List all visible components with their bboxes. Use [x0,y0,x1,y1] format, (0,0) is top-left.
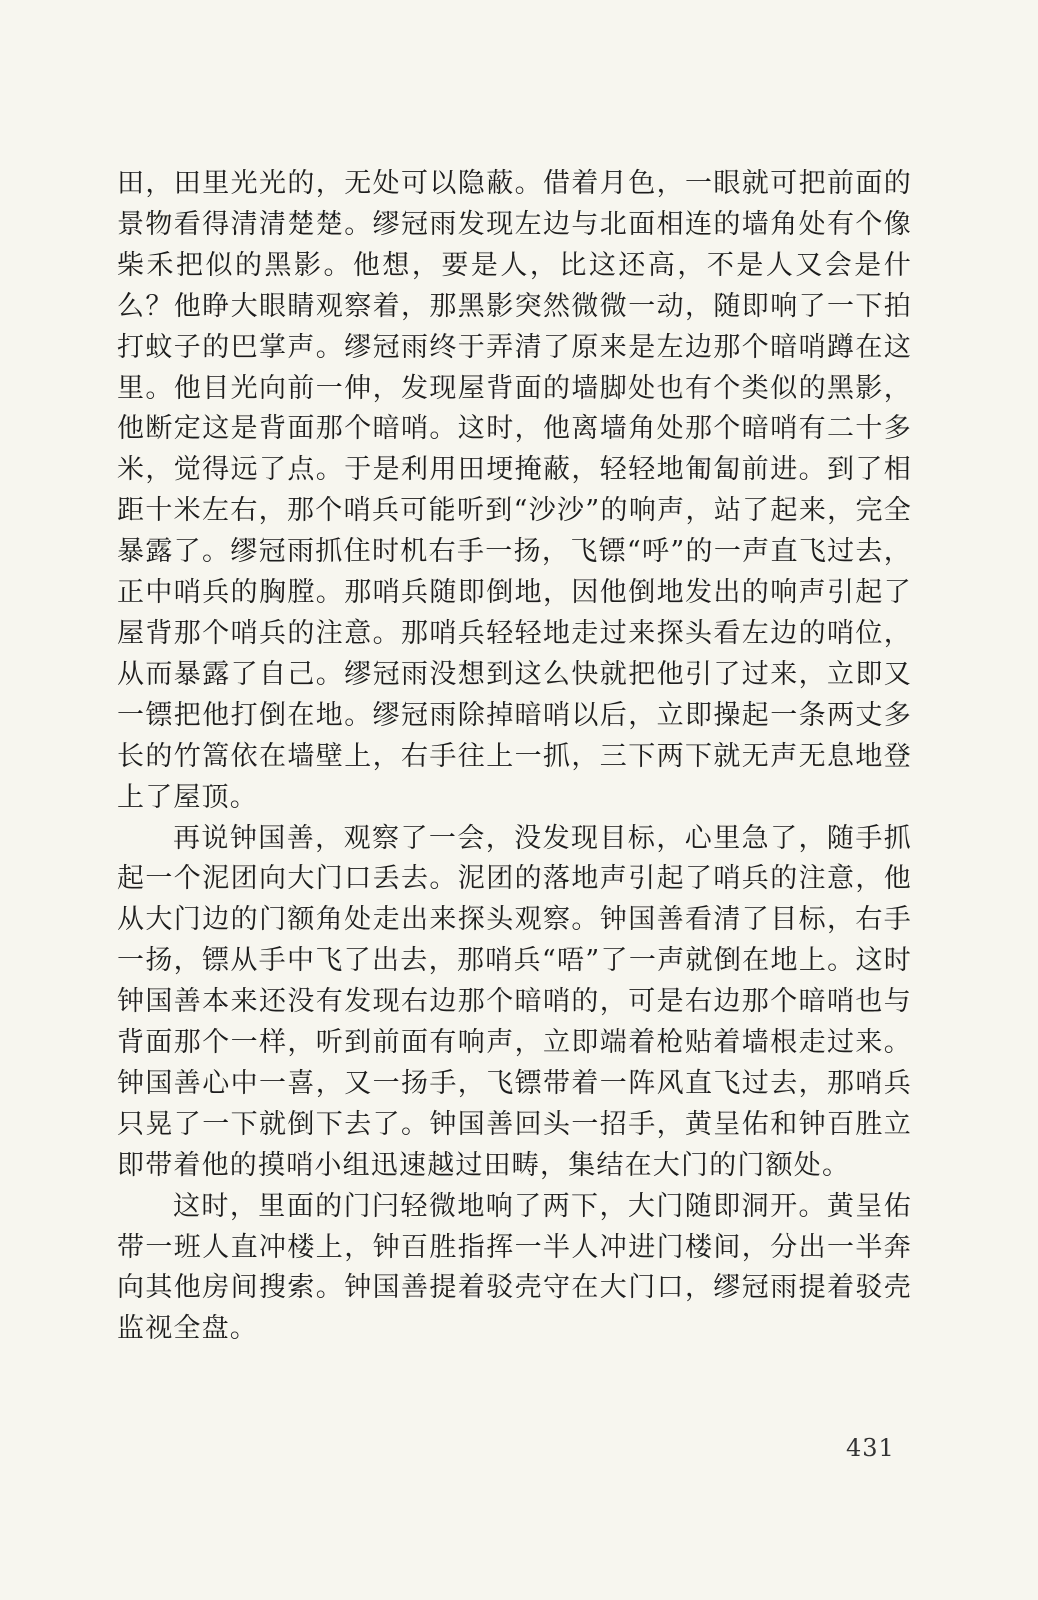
page-number: 431 [846,1434,895,1462]
body-text [117,164,912,1350]
paragraph-3: 这时，里面的门闩轻微地响了两下，大门随即洞开。黄呈佑带一班人直冲楼上，钟百胜指挥一半人冲进门楼间，分出一半奔向其他房间搜索。钟国善提着驳壳守在大门口，缪冠雨提着驳壳监视全盘。 [117,1190,912,1345]
paragraph-1: 田，田里光光的，无处可以隐蔽。借着月色，一眼就可把前面的景物看得清清楚楚。缪冠雨发现左边与北面相连的墙角处有个像柴禾把似的黑影。他想，要是人，比这还高，不是人又会是什么？他睁大眼睛观察着，那黑影突然微微一动，随即响了一下拍打蚊子的巴掌声。缪冠雨终于弄清了原来是左边那个暗哨蹲在这里。他目光向前一伸，发现屋背面的墙脚处也有个类似的黑影，他断定这是背面那个暗哨。这时，他离墙角处那个暗哨有二十多米，觉得远了点。于是利用田埂掩蔽，轻轻地匍匐前进。到了相距十米左右，那个哨兵可能听到“沙沙”的响声，站了起来，完全暴露了。缪冠雨抓住时机右手一扬，飞镖“呼”的一声直飞过去，正中哨兵的胸膛。那哨兵随即倒地，因他倒地发出的响声引起了屋背那个哨兵的注意。那哨兵轻轻地走过来探头看左边的哨位，从而暴露了自己。缪冠雨没想到这么快就把他引了过来，立即又一镖把他打倒在地。缪冠雨除掉暗哨以后，立即操起一条两丈多长的竹篙依在墙壁上，右手往上一抓，三下两下就无声无息地登上了屋顶。 [117,168,912,813]
paragraph-2: 再说钟国善，观察了一会，没发现目标，心里急了，随手抓起一个泥团向大门口丢去。泥团的落地声引起了哨兵的注意，他从大门边的门额角处走出来探头观察。钟国善看清了目标，右手一扬，镖从手中飞了出去，那哨兵“唔”了一声就倒在地上。这时钟国善本来还没有发现右边那个暗哨的，可是右边那个暗哨也与背面那个一样，听到前面有响声，立即端着枪贴着墙根走过来。钟国善心中一喜，又一扬手，飞镖带着一阵风直飞过去，那哨兵只晃了一下就倒下去了。钟国善回头一招手，黄呈佑和钟百胜立即带着他的摸哨小组迅速越过田畴，集结在大门的门额处。 [117,822,912,1181]
